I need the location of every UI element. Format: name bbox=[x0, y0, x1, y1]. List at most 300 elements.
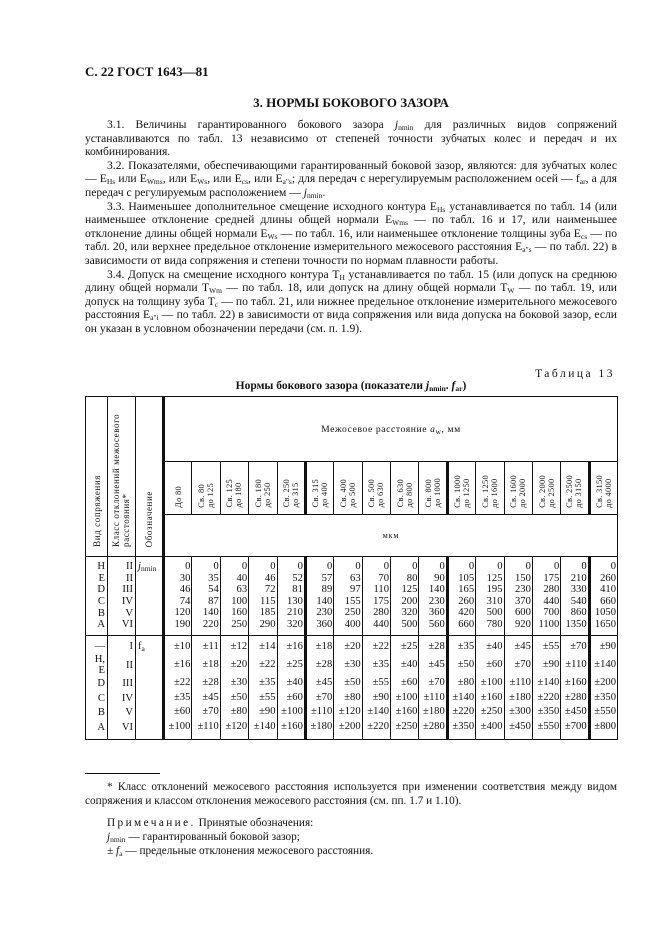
deviation-class-cell: II bbox=[108, 557, 136, 573]
value-cell: ±16 bbox=[277, 635, 305, 654]
value-cell: 0 bbox=[192, 557, 220, 573]
paragraph-text: — по табл. 19, или допуск на толщину зуба T bbox=[85, 281, 618, 308]
value-cell: 81 bbox=[277, 584, 305, 596]
body-text bbox=[85, 118, 617, 336]
value-cell: 30 bbox=[164, 573, 192, 585]
value-cell: ±60 bbox=[277, 691, 305, 706]
value-cell: ±120 bbox=[220, 720, 248, 739]
header-designation-text: Обозначение bbox=[144, 490, 154, 547]
value-cell: 310 bbox=[476, 596, 504, 608]
range-header bbox=[334, 462, 362, 515]
value-cell: 175 bbox=[362, 596, 390, 608]
mate-type-cell: D bbox=[86, 584, 108, 596]
value-cell: ±22 bbox=[362, 635, 390, 654]
table-title-sep: . bbox=[445, 380, 452, 392]
table-row bbox=[86, 720, 618, 739]
range-header-text: Св. 250 до 315 bbox=[281, 479, 300, 508]
value-cell: ±140 bbox=[532, 676, 560, 691]
range-header bbox=[305, 462, 333, 515]
value-cell: 660 bbox=[447, 619, 475, 635]
value-cell: ±160 bbox=[277, 720, 305, 739]
value-cell: ±11 bbox=[192, 635, 220, 654]
symbol-subscript: cs bbox=[580, 231, 588, 241]
range-header bbox=[476, 462, 504, 515]
value-cell: ±110 bbox=[561, 654, 589, 676]
value-cell: 100 bbox=[220, 596, 248, 608]
value-cell: ±90 bbox=[362, 691, 390, 706]
value-cell: 0 bbox=[561, 557, 589, 573]
value-cell: 46 bbox=[164, 584, 192, 596]
value-cell: ±70 bbox=[305, 691, 333, 706]
value-cell: 0 bbox=[391, 557, 419, 573]
value-cell: 110 bbox=[362, 584, 390, 596]
value-cell: ±200 bbox=[589, 676, 617, 691]
value-cell: ±220 bbox=[447, 705, 475, 720]
range-header-text: Св. 2000 до 2500 bbox=[537, 474, 556, 508]
value-cell: 250 bbox=[334, 607, 362, 619]
symbol-subscript: W bbox=[507, 286, 515, 296]
value-cell: ±400 bbox=[476, 720, 504, 739]
value-cell: 200 bbox=[391, 596, 419, 608]
value-cell: ±250 bbox=[476, 705, 504, 720]
deviation-class-cell: II bbox=[108, 573, 136, 585]
table-title-f-sub: ar bbox=[455, 384, 463, 393]
value-cell: 260 bbox=[447, 596, 475, 608]
symbol-subscript: Hs bbox=[436, 204, 446, 214]
value-cell: ±200 bbox=[334, 720, 362, 739]
value-cell: 125 bbox=[476, 573, 504, 585]
designation-cell bbox=[136, 596, 164, 608]
value-cell: ±110 bbox=[305, 705, 333, 720]
value-cell: ±50 bbox=[447, 654, 475, 676]
footnote-divider bbox=[85, 773, 160, 774]
value-cell: 1100 bbox=[532, 619, 560, 635]
value-cell: 1650 bbox=[589, 619, 617, 635]
section-title: 3. НОРМЫ БОКОВОГО ЗАЗОРА bbox=[253, 95, 449, 110]
value-cell: 97 bbox=[334, 584, 362, 596]
value-cell: 410 bbox=[589, 584, 617, 596]
range-header bbox=[192, 462, 220, 515]
mate-type-cell: B bbox=[86, 705, 108, 720]
range-header-text: Св. 800 до 1000 bbox=[423, 478, 442, 508]
value-cell: ±180 bbox=[305, 720, 333, 739]
value-cell: ±30 bbox=[220, 676, 248, 691]
symbol-subscript: Ws bbox=[267, 231, 278, 241]
value-cell: ±45 bbox=[419, 654, 447, 676]
value-cell: ±300 bbox=[504, 705, 532, 720]
value-cell: 190 bbox=[164, 619, 192, 635]
value-cell: 0 bbox=[220, 557, 248, 573]
range-header-text: Св. 315 до 400 bbox=[311, 479, 330, 508]
value-cell: ±110 bbox=[504, 676, 532, 691]
value-cell: 0 bbox=[419, 557, 447, 573]
value-cell: ±180 bbox=[504, 691, 532, 706]
range-header bbox=[220, 462, 248, 515]
value-cell: ±220 bbox=[532, 691, 560, 706]
value-cell: ±50 bbox=[334, 676, 362, 691]
paragraph-text: — по табл. 22) в зависимости от вида сопряжения и степени точности по нормам плавности работы. bbox=[85, 240, 617, 267]
symbol-subscript: Wms bbox=[392, 218, 408, 228]
value-cell: 130 bbox=[277, 596, 305, 608]
note-symbol: j bbox=[107, 831, 111, 843]
deviation-class-cell: VI bbox=[108, 619, 136, 635]
value-cell: ±90 bbox=[249, 705, 277, 720]
mate-type-cell: D bbox=[86, 676, 108, 691]
value-cell: ±28 bbox=[192, 676, 220, 691]
table-row bbox=[86, 705, 618, 720]
header-center-distance-var: a bbox=[430, 423, 436, 435]
value-cell: ±110 bbox=[419, 691, 447, 706]
designation-cell bbox=[136, 705, 164, 720]
table-row bbox=[86, 557, 618, 573]
paragraph-text: устанавливается по табл. 15 (или допуск на среднюю длину общей нормали T bbox=[85, 267, 617, 295]
footnote-text: * Класс отклонений межосевого расстояния используется при изменении соответствия между видом сопряжения и классом отклонения межосевого расстояния (см. пп. 1.7 и 1.10). bbox=[85, 781, 617, 807]
deviation-class-cell: V bbox=[108, 705, 136, 720]
value-cell: 0 bbox=[249, 557, 277, 573]
value-cell: 250 bbox=[220, 619, 248, 635]
value-cell: ±12 bbox=[220, 635, 248, 654]
deviation-class-cell: I bbox=[108, 635, 136, 654]
value-cell: 0 bbox=[476, 557, 504, 573]
note-symbol-sub: nmin bbox=[110, 835, 126, 844]
paragraph-text: 3.1. Величины гарантированного бокового зазора bbox=[107, 118, 395, 131]
value-cell: ±35 bbox=[362, 654, 390, 676]
value-cell: ±100 bbox=[476, 676, 504, 691]
value-cell: 35 bbox=[192, 573, 220, 585]
table-title-text: Нормы бокового зазора (показатели bbox=[235, 380, 426, 392]
paragraph-text: 3.4. Допуск на смещение исходного контура T bbox=[107, 267, 340, 281]
value-cell: ±140 bbox=[447, 691, 475, 706]
paragraph-text: , а для передач с регулируемым расположением — bbox=[85, 172, 617, 199]
value-cell: ±70 bbox=[419, 676, 447, 691]
designation-cell bbox=[136, 584, 164, 596]
mate-type-cell: H bbox=[86, 557, 108, 573]
designation-cell bbox=[136, 654, 164, 676]
paragraph-2 bbox=[85, 159, 617, 200]
header-deviation-class-text: Класс отклонений межосевого расстояния* bbox=[110, 413, 131, 547]
paragraph-text: 3.2. Показателями, обеспечивающими гарантированный боковой зазор, являются: для зубчатых колес — E bbox=[85, 158, 617, 186]
value-cell: ±28 bbox=[305, 654, 333, 676]
designation-cell bbox=[136, 635, 164, 654]
range-header bbox=[391, 462, 419, 515]
value-cell: ±35 bbox=[447, 635, 475, 654]
value-cell: ±100 bbox=[277, 705, 305, 720]
note-symbol-sub: a bbox=[119, 849, 123, 858]
value-cell: 125 bbox=[391, 584, 419, 596]
value-cell: ±25 bbox=[277, 654, 305, 676]
value-cell: 330 bbox=[561, 584, 589, 596]
table-title-j: j bbox=[425, 380, 430, 392]
range-header-text: Св. 1250 до 1600 bbox=[480, 474, 499, 508]
deviation-class-cell: II bbox=[108, 654, 136, 676]
value-cell: ±160 bbox=[561, 676, 589, 691]
table-row bbox=[86, 635, 618, 654]
value-cell: ±10 bbox=[164, 635, 192, 654]
table-row bbox=[86, 691, 618, 706]
footnote bbox=[85, 780, 617, 808]
paragraph-text: — по табл. 16, или наименьшее отклонение толщины зуба E bbox=[277, 226, 581, 240]
value-cell: ±20 bbox=[220, 654, 248, 676]
designation-cell bbox=[136, 691, 164, 706]
note-text: — предельные отклонения межосевого расстояния. bbox=[122, 845, 374, 857]
table-row bbox=[86, 573, 618, 585]
value-cell: 46 bbox=[249, 573, 277, 585]
range-header bbox=[419, 462, 447, 515]
value-cell: ±55 bbox=[532, 635, 560, 654]
value-cell: ±80 bbox=[334, 691, 362, 706]
symbol-subscript: Wm bbox=[209, 286, 222, 296]
range-header-text: Св. 630 до 800 bbox=[395, 479, 414, 508]
header-mate-type-text: Вид сопряжения bbox=[91, 475, 102, 547]
value-cell: 0 bbox=[447, 557, 475, 573]
table-label: Таблица 13 bbox=[535, 368, 615, 380]
value-cell: ±22 bbox=[249, 654, 277, 676]
value-cell: 360 bbox=[305, 619, 333, 635]
range-header-text: Св. 400 до 500 bbox=[338, 479, 357, 508]
value-cell: ±55 bbox=[249, 691, 277, 706]
value-cell: 780 bbox=[476, 619, 504, 635]
value-cell: 52 bbox=[277, 573, 305, 585]
value-cell: ±100 bbox=[391, 691, 419, 706]
symbol-subscript: nmin bbox=[307, 190, 323, 200]
value-cell: ±160 bbox=[476, 691, 504, 706]
mate-type-cell: B bbox=[86, 607, 108, 619]
value-cell: 700 bbox=[532, 607, 560, 619]
header-center-distance-sub: w bbox=[435, 426, 442, 436]
value-cell: ±16 bbox=[164, 654, 192, 676]
value-cell: ±40 bbox=[391, 654, 419, 676]
symbol-subscript: cs bbox=[241, 177, 248, 187]
value-cell: ±140 bbox=[249, 720, 277, 739]
value-cell: ±14 bbox=[249, 635, 277, 654]
value-cell: 87 bbox=[192, 596, 220, 608]
value-cell: 150 bbox=[504, 573, 532, 585]
value-cell: ±40 bbox=[476, 635, 504, 654]
deviation-class-cell: III bbox=[108, 676, 136, 691]
value-cell: ±350 bbox=[589, 691, 617, 706]
paragraph-3 bbox=[85, 200, 617, 268]
value-cell: 440 bbox=[362, 619, 390, 635]
value-cell: 89 bbox=[305, 584, 333, 596]
range-header bbox=[532, 462, 560, 515]
header-center-distance bbox=[164, 397, 618, 462]
value-cell: 72 bbox=[249, 584, 277, 596]
designation-symbol: j bbox=[138, 561, 141, 573]
range-header bbox=[362, 462, 390, 515]
note-intro: Принятые обозначения: bbox=[195, 817, 314, 829]
table-row bbox=[86, 676, 618, 691]
value-cell: ±45 bbox=[192, 691, 220, 706]
designation-cell bbox=[136, 720, 164, 739]
paragraph-text: для различных видов сопряжений устанавливаются по табл. 13 независимо от степеней точности зубчатых колес и передач и их комбинирования. bbox=[85, 118, 617, 159]
value-cell: 360 bbox=[419, 607, 447, 619]
paragraph-text: , или E bbox=[248, 172, 283, 186]
value-cell: ±350 bbox=[532, 705, 560, 720]
paragraph-1 bbox=[85, 118, 617, 159]
note-symbol: ± f bbox=[107, 845, 120, 857]
value-cell: ±800 bbox=[589, 720, 617, 739]
designation-cell bbox=[136, 619, 164, 635]
mate-type-cell: A bbox=[86, 619, 108, 635]
value-cell: 400 bbox=[334, 619, 362, 635]
table-title-f: f bbox=[451, 380, 456, 392]
value-cell: ±18 bbox=[192, 654, 220, 676]
symbol: j bbox=[394, 118, 399, 131]
range-header bbox=[589, 462, 617, 515]
value-cell: ±70 bbox=[192, 705, 220, 720]
value-cell: ±90 bbox=[589, 635, 617, 654]
range-header-text: Св. 1600 до 2000 bbox=[509, 474, 528, 508]
value-cell: ±220 bbox=[362, 720, 390, 739]
value-cell: ±160 bbox=[391, 705, 419, 720]
range-header bbox=[447, 462, 475, 515]
value-cell: 600 bbox=[504, 607, 532, 619]
paragraph-4 bbox=[85, 268, 617, 336]
header-mate-type bbox=[86, 397, 108, 557]
value-cell: 140 bbox=[305, 596, 333, 608]
value-cell: 210 bbox=[277, 607, 305, 619]
value-cell: ±250 bbox=[391, 720, 419, 739]
designation-cell bbox=[136, 573, 164, 585]
header-center-distance-unit: , мм bbox=[441, 423, 461, 435]
table-row bbox=[86, 654, 618, 676]
paragraph-text: или E bbox=[115, 172, 147, 186]
value-cell: 210 bbox=[561, 573, 589, 585]
value-cell: ±18 bbox=[305, 635, 333, 654]
header-deviation-class bbox=[108, 397, 136, 557]
designation-cell bbox=[136, 607, 164, 619]
value-cell: 115 bbox=[249, 596, 277, 608]
value-cell: 0 bbox=[589, 557, 617, 573]
value-cell: 500 bbox=[476, 607, 504, 619]
paragraph-text: устанавливается по табл. 14 (или наименьшее отклонение средней длины общей нормали E bbox=[85, 199, 617, 227]
value-cell: 540 bbox=[561, 596, 589, 608]
mate-type-cell: H, E bbox=[86, 654, 108, 676]
table-title-j-sub: nmin bbox=[429, 384, 446, 393]
value-cell: 230 bbox=[419, 596, 447, 608]
symbol-subscript: a"s bbox=[282, 177, 292, 187]
designation-subscript: a bbox=[141, 644, 145, 654]
range-header-text: Св. 80 до 125 bbox=[197, 482, 216, 508]
designation-symbol: f bbox=[138, 641, 142, 653]
value-cell: ±280 bbox=[419, 720, 447, 739]
value-cell: 660 bbox=[589, 596, 617, 608]
deviation-class-cell: V bbox=[108, 607, 136, 619]
value-cell: 1350 bbox=[561, 619, 589, 635]
range-header-text: До 80 bbox=[173, 485, 183, 508]
paragraph-text: — по табл. 22) в зависимости от вида сопряжения или вида допуска на боковой зазор, если он указан в условном обозначении передачи (см. п. 1.9). bbox=[85, 308, 618, 335]
value-cell: ±55 bbox=[362, 676, 390, 691]
value-cell: ±45 bbox=[504, 635, 532, 654]
symbol-subscript: H bbox=[339, 272, 345, 282]
deviation-class-cell: III bbox=[108, 584, 136, 596]
value-cell: 320 bbox=[277, 619, 305, 635]
value-cell: 280 bbox=[532, 584, 560, 596]
value-cell: 1050 bbox=[589, 607, 617, 619]
value-cell: ±45 bbox=[305, 676, 333, 691]
value-cell: 860 bbox=[561, 607, 589, 619]
designation-subscript: nmin bbox=[140, 564, 157, 574]
mate-type-cell: A bbox=[86, 720, 108, 739]
value-cell: ±20 bbox=[334, 635, 362, 654]
note-heading: Примечание. bbox=[107, 817, 196, 829]
value-cell: 70 bbox=[362, 573, 390, 585]
symbol-subscript: Hs bbox=[106, 177, 116, 187]
value-cell: 175 bbox=[532, 573, 560, 585]
value-cell: 260 bbox=[589, 573, 617, 585]
table-row bbox=[86, 596, 618, 608]
designation-cell bbox=[136, 557, 164, 573]
value-cell: ±70 bbox=[504, 654, 532, 676]
value-cell: 63 bbox=[334, 573, 362, 585]
value-cell: 220 bbox=[192, 619, 220, 635]
value-cell: 920 bbox=[504, 619, 532, 635]
header-unit: мкм bbox=[164, 514, 618, 556]
value-cell: 230 bbox=[305, 607, 333, 619]
note bbox=[107, 816, 373, 858]
value-cell: 105 bbox=[447, 573, 475, 585]
value-cell: 280 bbox=[362, 607, 390, 619]
paragraph-text: — по табл. 21, или нижнее предельное отклонение измерительного межосевого расстояния E bbox=[85, 294, 617, 322]
range-header bbox=[504, 462, 532, 515]
value-cell: 74 bbox=[164, 596, 192, 608]
range-header bbox=[249, 462, 277, 515]
paragraph-text: — по табл. 18, или допуск на длину общей нормали T bbox=[221, 281, 508, 295]
backlash-norms-table bbox=[85, 396, 618, 740]
value-cell: ±50 bbox=[220, 691, 248, 706]
value-cell: ±60 bbox=[164, 705, 192, 720]
value-cell: 320 bbox=[391, 607, 419, 619]
range-header bbox=[561, 462, 589, 515]
symbol-subscript: Ws bbox=[197, 177, 208, 187]
value-cell: 57 bbox=[305, 573, 333, 585]
symbol-subscript: ar bbox=[579, 177, 586, 187]
value-cell: ±550 bbox=[532, 720, 560, 739]
range-header-text: Св. 1000 до 1250 bbox=[452, 474, 471, 508]
note-item-jnmin bbox=[107, 830, 373, 844]
range-header bbox=[277, 462, 305, 515]
value-cell: ±350 bbox=[447, 720, 475, 739]
symbol-subscript: nmin bbox=[398, 123, 414, 132]
value-cell: ±35 bbox=[249, 676, 277, 691]
paragraph-text: . bbox=[322, 185, 326, 199]
value-cell: ±180 bbox=[419, 705, 447, 720]
table-row bbox=[86, 584, 618, 596]
table-row bbox=[86, 619, 618, 635]
paragraph-text: , или E bbox=[162, 172, 198, 186]
range-header-text: Св. 3150 до 4000 bbox=[594, 474, 613, 508]
range-header-text: Св. 180 до 250 bbox=[253, 479, 272, 508]
value-cell: 160 bbox=[220, 607, 248, 619]
mate-type-cell: C bbox=[86, 691, 108, 706]
value-cell: 500 bbox=[391, 619, 419, 635]
header-designation bbox=[136, 397, 164, 557]
table-row bbox=[86, 607, 618, 619]
value-cell: ±280 bbox=[561, 691, 589, 706]
header-center-distance-text: Межосевое расстояние bbox=[321, 423, 431, 435]
paragraph-text: ; для передач с нерегулируемым расположением осей — f bbox=[291, 172, 580, 186]
value-cell: ±100 bbox=[164, 720, 192, 739]
deviation-class-cell: IV bbox=[108, 691, 136, 706]
value-cell: 230 bbox=[504, 584, 532, 596]
value-cell: ±80 bbox=[220, 705, 248, 720]
value-cell: 140 bbox=[419, 584, 447, 596]
mate-type-cell: C bbox=[86, 596, 108, 608]
paragraph-text: — по табл. 16 и 17, или наименьшее отклонение длины общей нормали E bbox=[85, 213, 617, 240]
paragraph-text: 3.3. Наименьшее дополнительное смещение исходного контура E bbox=[107, 199, 437, 213]
value-cell: 40 bbox=[220, 573, 248, 585]
value-cell: 0 bbox=[334, 557, 362, 573]
